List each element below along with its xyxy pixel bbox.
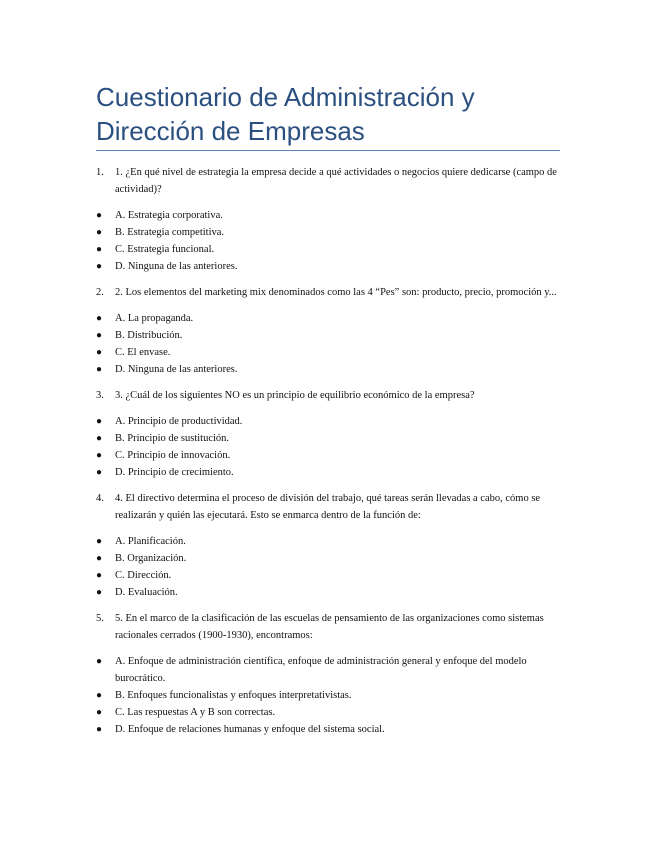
bullet-icon: ● (96, 244, 103, 255)
answer-option (96, 413, 566, 430)
answer-option (96, 430, 566, 447)
answer-option (96, 567, 566, 584)
answer-option (96, 704, 566, 721)
bullet-icon: ● (96, 656, 103, 667)
bullet-icon: ● (96, 450, 103, 461)
answer-options (96, 207, 566, 275)
bullet-icon: ● (96, 330, 103, 341)
question-number: 5. (96, 613, 104, 624)
answer-options (96, 310, 566, 378)
question-number: 1. (96, 167, 104, 178)
answer-option-text: C. Dirección. (115, 570, 172, 581)
bullet-icon: ● (96, 210, 103, 221)
answer-option (96, 258, 566, 275)
question-1 (96, 164, 566, 198)
bullet-icon: ● (96, 347, 103, 358)
answer-option-text: B. Estrategia competitiva. (115, 227, 225, 238)
answer-option (96, 310, 566, 327)
answer-option (96, 464, 566, 481)
answer-option-text: A. Estrategia corporativa. (115, 210, 223, 221)
answer-options (96, 533, 566, 601)
document-title: Cuestionario de Administración y Dirección de Empresas (96, 82, 475, 146)
answer-option (96, 584, 566, 601)
answer-option-text: D. Ninguna de las anteriores. (115, 364, 238, 375)
question-text: 5. En el marco de la clasificación de las escuelas de pensamiento de las organizaciones como sistemas racionales cerrados (1900-1930), encontramos: (115, 613, 544, 641)
answer-option-text: A. Planificación. (115, 536, 186, 547)
answer-option-text: C. El envase. (115, 347, 171, 358)
question-number: 3. (96, 390, 104, 401)
answer-option-text: C. Estrategia funcional. (115, 244, 215, 255)
question-text: 1. ¿En qué nivel de estrategia la empresa decide a qué actividades o negocios quiere dedicarse (campo de actividad)? (115, 167, 557, 195)
bullet-icon: ● (96, 433, 103, 444)
answer-option-text: B. Organización. (115, 553, 187, 564)
question-2 (96, 284, 566, 301)
question-4 (96, 490, 566, 524)
bullet-icon: ● (96, 690, 103, 701)
answer-options (96, 413, 566, 481)
title-divider (96, 150, 560, 151)
bullet-icon: ● (96, 724, 103, 735)
bullet-icon: ● (96, 313, 103, 324)
answer-option-text: D. Ninguna de las anteriores. (115, 261, 238, 272)
question-number: 4. (96, 493, 104, 504)
answer-option (96, 361, 566, 378)
question-number: 2. (96, 287, 104, 298)
answer-option-text: A. Enfoque de administración científica, enfoque de administración general y enfoque del modelo burocrático. (115, 656, 527, 684)
answer-option (96, 447, 566, 464)
answer-option (96, 533, 566, 550)
bullet-icon: ● (96, 707, 103, 718)
bullet-icon: ● (96, 261, 103, 272)
answer-option-text: A. Principio de productividad. (115, 416, 243, 427)
question-5 (96, 610, 566, 644)
answer-option (96, 550, 566, 567)
answer-option-text: C. Las respuestas A y B son correctas. (115, 707, 276, 718)
bullet-icon: ● (96, 364, 103, 375)
bullet-icon: ● (96, 587, 103, 598)
answer-option (96, 344, 566, 361)
answer-option-text: C. Principio de innovación. (115, 450, 231, 461)
answer-option (96, 721, 566, 738)
answer-option-text: D. Principio de crecimiento. (115, 467, 234, 478)
answer-option (96, 207, 566, 224)
bullet-icon: ● (96, 416, 103, 427)
question-list (96, 164, 566, 747)
bullet-icon: ● (96, 570, 103, 581)
question-3 (96, 387, 566, 404)
question-text: 2. Los elementos del marketing mix denominados como las 4 “Pes” son: producto, precio, promoción y... (115, 287, 557, 298)
answer-option-text: B. Enfoques funcionalistas y enfoques interpretativistas. (115, 690, 352, 701)
answer-option (96, 687, 566, 704)
answer-option (96, 653, 566, 687)
answer-option-text: B. Distribución. (115, 330, 183, 341)
bullet-icon: ● (96, 553, 103, 564)
answer-option (96, 327, 566, 344)
bullet-icon: ● (96, 227, 103, 238)
answer-options (96, 653, 566, 738)
answer-option-text: D. Evaluación. (115, 587, 178, 598)
bullet-icon: ● (96, 536, 103, 547)
question-text: 3. ¿Cuál de los siguientes NO es un principio de equilibrio económico de la empresa? (115, 390, 475, 401)
answer-option-text: A. La propaganda. (115, 313, 194, 324)
answer-option-text: D. Enfoque de relaciones humanas y enfoque del sistema social. (115, 724, 385, 735)
question-text: 4. El directivo determina el proceso de división del trabajo, qué tareas serán llevadas a cabo, cómo se realizarán y quién las ejecutará. Esto se enmarca dentro de la función de: (115, 493, 541, 521)
answer-option (96, 224, 566, 241)
bullet-icon: ● (96, 467, 103, 478)
answer-option-text: B. Principio de sustitución. (115, 433, 230, 444)
answer-option (96, 241, 566, 258)
